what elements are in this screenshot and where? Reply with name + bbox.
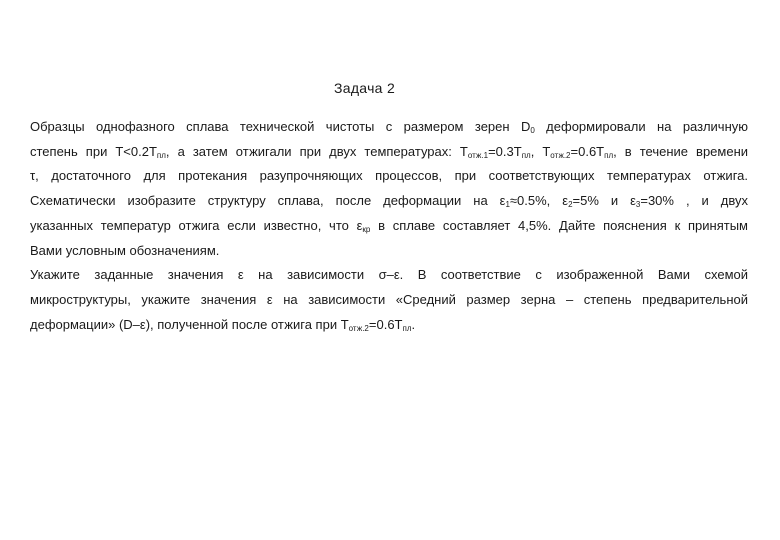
text-line: указанных температур отжига если известно, что $\varepsilon_{кр}$ в сплаве составляет 4,5%. Дайте пояснения к принятым — [30, 217, 748, 234]
text-line: τ, достаточного для протекания разупрочняющих процессов, при соответствующих температурах отжига. — [30, 168, 748, 184]
text-line: Укажите заданные значения ε на зависимости σ–ε. В соответствие с изображенной Вами схемой — [30, 267, 748, 283]
task-text — [30, 115, 748, 337]
text-line: Схематически изобразите структуру сплава, после деформации на $\varepsilon_1\approx 0.5\%$, $\varepsilon_2=5\%$ и $\varepsilon_3=30\%$ , и двух — [30, 193, 748, 210]
text-line: деформации» (D–ε), полученной после отжига при $T_{отж.2}=0.6T_{пл}$. — [30, 316, 416, 333]
text-line: микроструктуры, укажите значения ε на зависимости «Средний размер зерна – степень предварительной — [30, 291, 748, 307]
text-line: степень при $T<0.2T_{пл}$, а затем отжигали при двух температурах: $T_{отж.1}=0.3T_{пл}$, $T_{отж.2}=0.6T_{пл}$, в течение времени — [30, 143, 749, 160]
paragraph-instructions — [30, 263, 748, 337]
text-line: Вами условным обозначениям. — [30, 242, 220, 258]
task-title: Задача 2 — [334, 80, 396, 96]
text-line: Образцы однофазного сплава технической чистоты с размером зерен $D_0$ деформировали на различную — [30, 119, 749, 135]
paragraph-conditions — [30, 115, 748, 263]
